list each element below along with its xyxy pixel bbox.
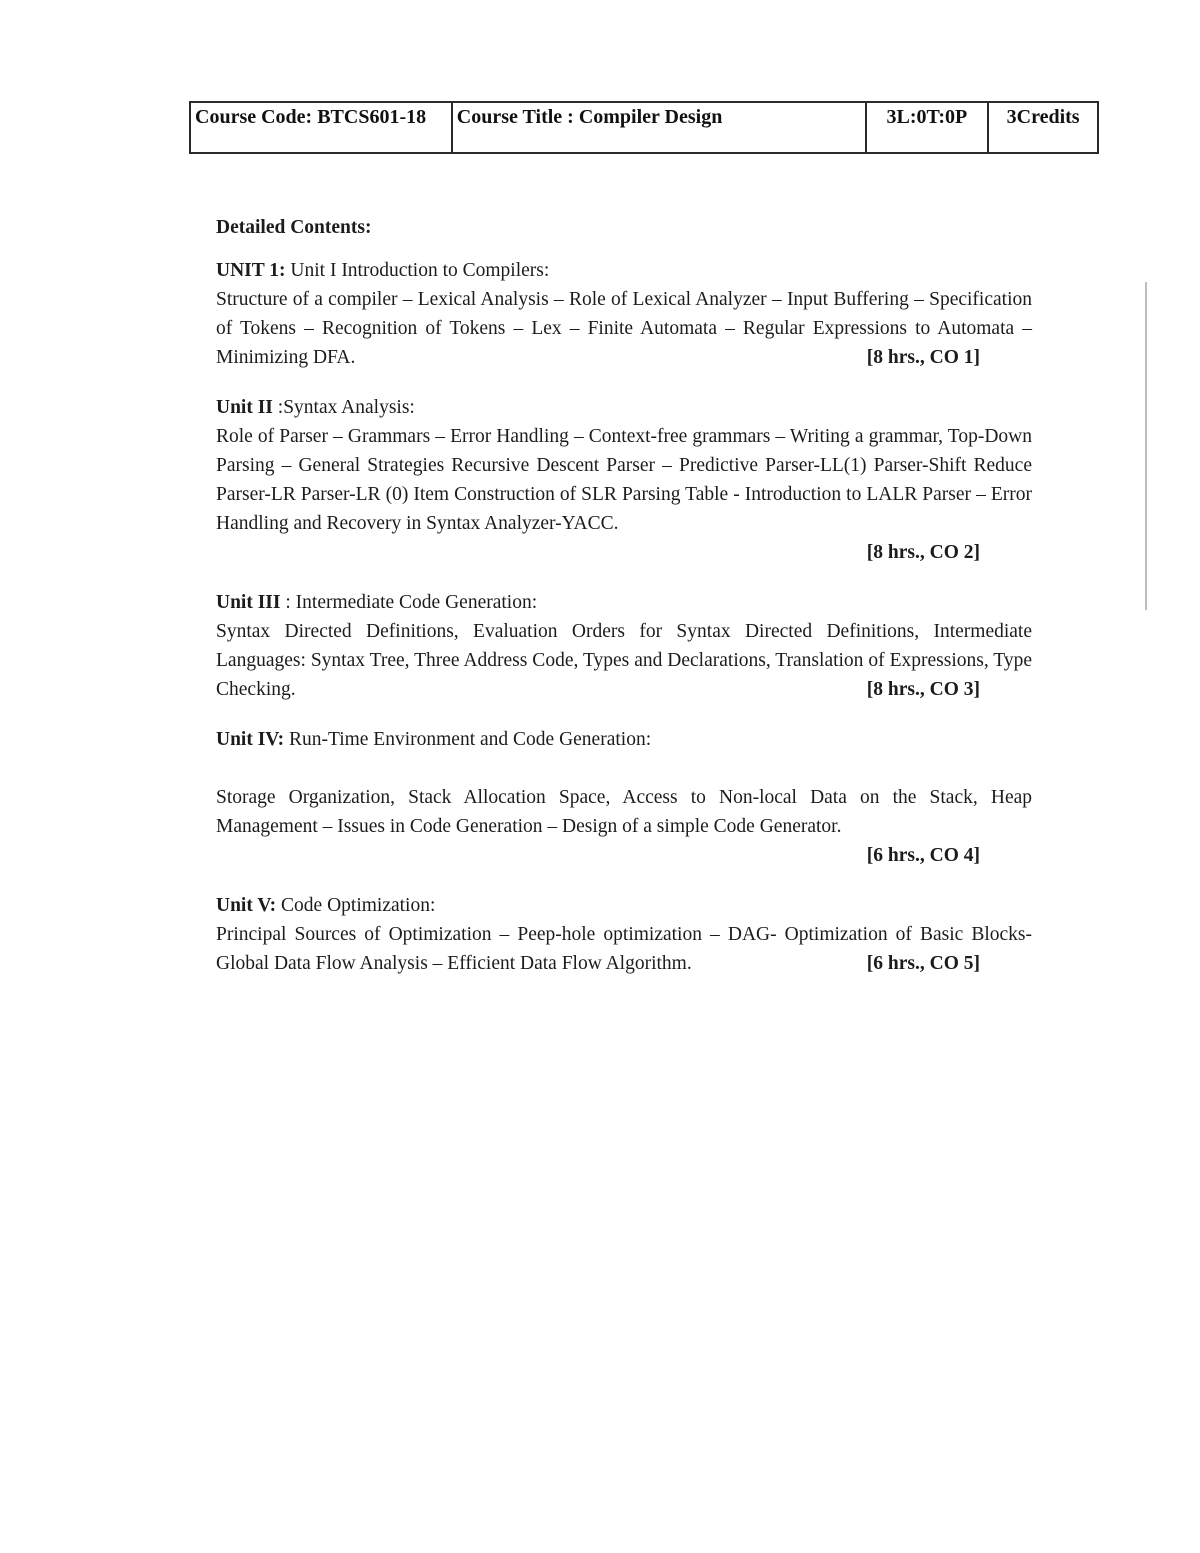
unit-2: [216, 393, 1032, 567]
unit-4-label: Unit IV:: [216, 729, 285, 750]
unit-5-text: Principal Sources of Optimization – Peep-hole optimization – DAG- Optimization of Basic Blocks-Global Data Flow Analysis – Efficient Data Flow Algorithm.: [216, 924, 1032, 974]
unit-1-label: UNIT 1:: [216, 260, 286, 281]
unit-3-body: [216, 617, 1032, 704]
unit-4-title-text: Run-Time Environment and Code Generation:: [284, 729, 652, 750]
unit-4-title: [216, 725, 1032, 754]
unit-3-text: Syntax Directed Definitions, Evaluation Orders for Syntax Directed Definitions, Intermediate Languages: Syntax Tree, Three Address Code, Types and Declarations, Translation of Expressions, Type Checking.: [216, 621, 1032, 700]
unit-1-title: [216, 256, 1032, 285]
unit-2-label: Unit II: [216, 397, 273, 418]
unit-5-hours: [6 hrs., CO 5]: [866, 953, 980, 974]
unit-5-label: Unit V:: [216, 895, 277, 916]
credits-cell: 3Credits: [988, 102, 1098, 153]
unit-5: [216, 891, 1032, 978]
unit-1: [216, 256, 1032, 372]
course-header-row: [190, 102, 1098, 153]
unit-2-title-text: :Syntax Analysis:: [272, 397, 415, 418]
unit-2-hours: [8 hrs., CO 2]: [866, 542, 980, 563]
unit-4: [216, 725, 1032, 870]
unit-3-hours: [8 hrs., CO 3]: [866, 679, 980, 700]
unit-5-title: [216, 891, 1032, 920]
unit-2-body: Role of Parser – Grammars – Error Handling – Context-free grammars – Writing a grammar, Top-Down Parsing – General Strategies Recursive Descent Parser – Predictive Parser-LL(1) Parser-Shift Reduce Parser-LR Parser-LR (0) Item Construction of SLR Parsing Table - Introduction to LALR Parser – Error Handling and Recovery in Syntax Analyzer-YACC.: [216, 426, 1032, 534]
unit-5-title-text: Code Optimization:: [276, 895, 436, 916]
unit-4-body: Storage Organization, Stack Allocation Space, Access to Non-local Data on the Stack, Heap Management – Issues in Code Generation – Design of a simple Code Generator.: [216, 787, 1032, 837]
course-title-cell: Course Title : Compiler Design: [452, 102, 866, 153]
detailed-contents: [216, 213, 1032, 978]
unit-1-text: Structure of a compiler – Lexical Analysis – Role of Lexical Analyzer – Input Buffering – Specification of Tokens – Recognition of Tokens – Lex – Finite Automata – Regular Expressions to Automata – Minimizing DFA.: [216, 289, 1032, 368]
scan-edge-mark: [1145, 282, 1147, 610]
detailed-contents-heading: Detailed Contents:: [216, 217, 372, 238]
unit-1-body: [216, 285, 1032, 372]
unit-1-title-text: Unit I Introduction to Compilers:: [285, 260, 550, 281]
unit-4-hours: [6 hrs., CO 4]: [866, 845, 980, 866]
unit-3-title-text: : Intermediate Code Generation:: [280, 592, 538, 613]
unit-3-label: Unit III: [216, 592, 281, 613]
ltp-cell: 3L:0T:0P: [866, 102, 989, 153]
unit-2-title: [216, 393, 1032, 422]
unit-3-title: [216, 588, 1032, 617]
unit-1-hours: [8 hrs., CO 1]: [866, 347, 980, 368]
course-code-cell: Course Code: BTCS601-18: [190, 102, 452, 153]
unit-3: [216, 588, 1032, 704]
unit-5-body: [216, 920, 1032, 978]
course-header-table: [189, 101, 1099, 154]
